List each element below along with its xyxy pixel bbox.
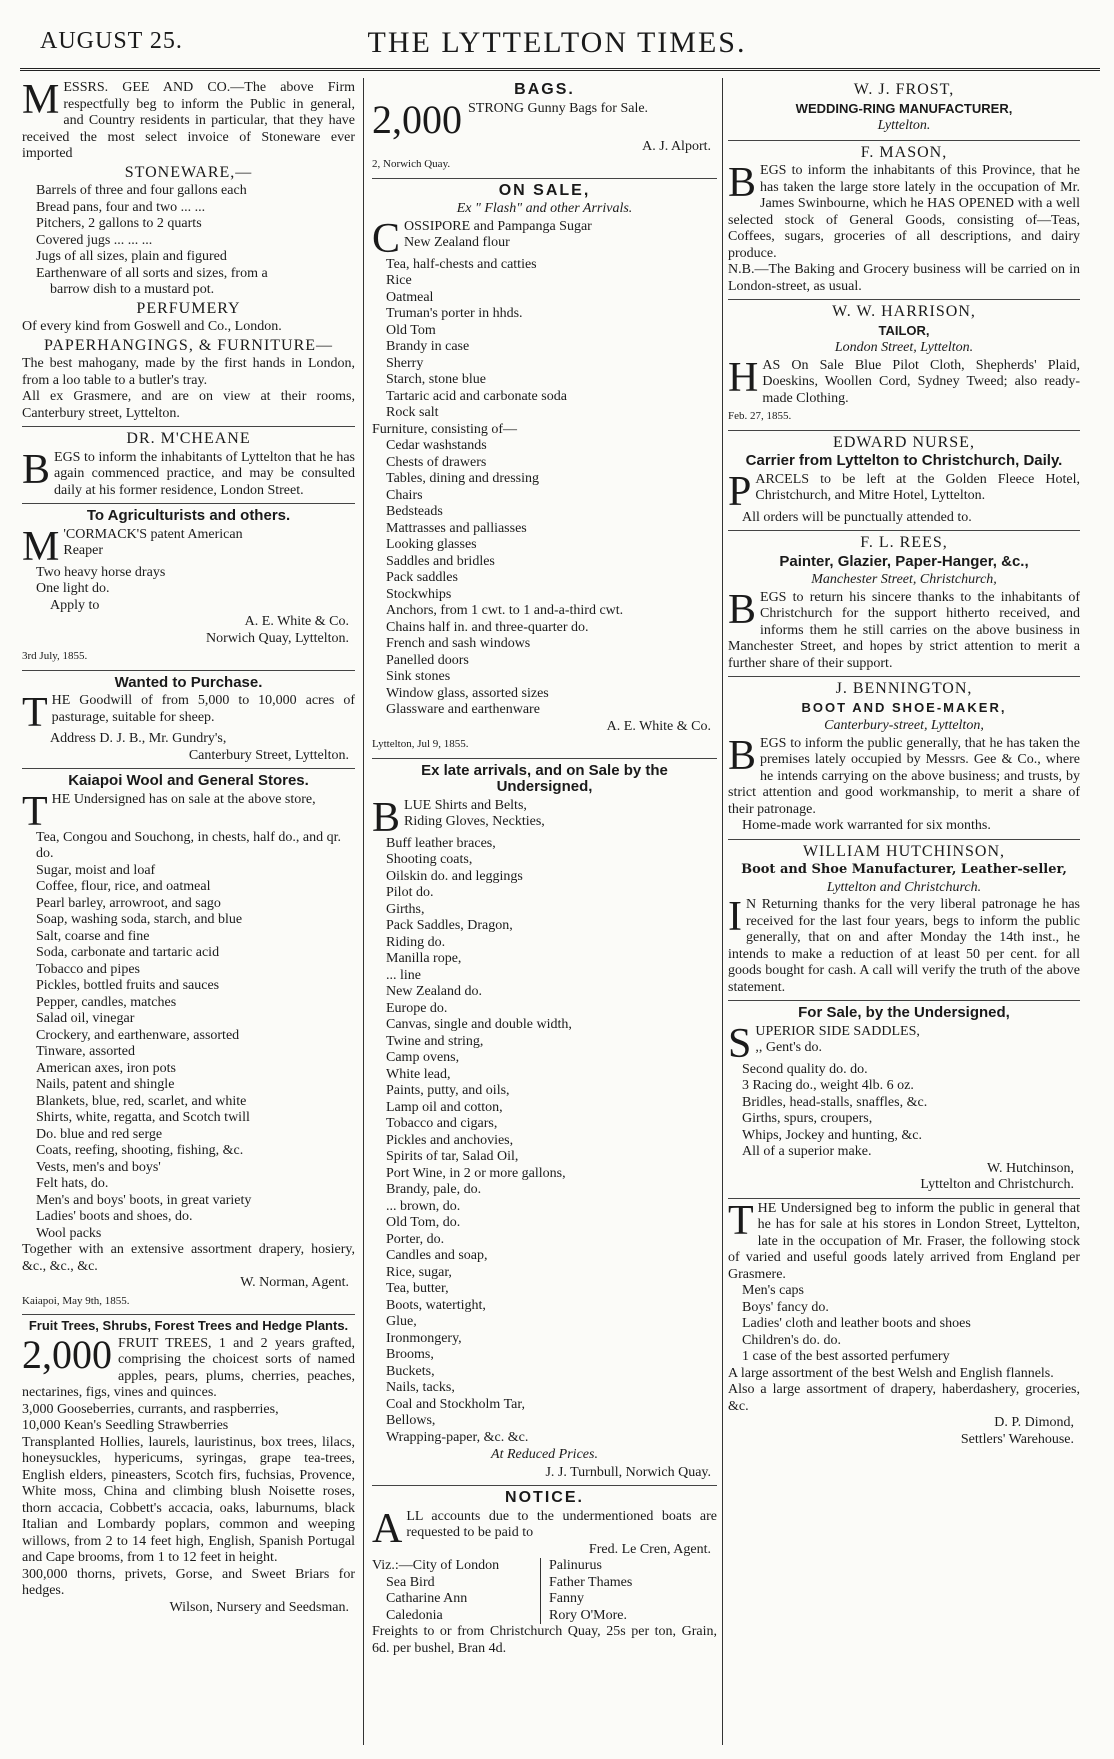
ad-text: EGS to inform the inhabitants of Lyttelton that he has again commenced practice, and may be consulted daily at his former residence, London Street. bbox=[54, 449, 355, 498]
list-item: Pack Saddles, Dragon, bbox=[386, 918, 513, 933]
signature: Fred. Le Cren, Agent. bbox=[588, 1541, 711, 1557]
section-title: PERFUMERY bbox=[136, 299, 241, 317]
ad-text: EGS to return his sincere thanks to the inhabitants of Christchurch for the support hitherto received, and informs them he still carries on the above business in Manchester Street, and hopes by strict attention to merit a further share of their support. bbox=[728, 589, 1080, 671]
ad-title: To Agriculturists and others. bbox=[86, 507, 291, 524]
ad-title: F. L. REES, bbox=[860, 534, 948, 551]
drop-cap: P bbox=[728, 468, 752, 515]
list-item: Buff leather braces, bbox=[386, 835, 496, 851]
address: Canterbury Street, Lyttelton. bbox=[188, 747, 349, 763]
signature: Settlers' Warehouse. bbox=[960, 1431, 1074, 1447]
column-3 bbox=[728, 78, 1080, 1749]
list-item: Vests, men's and boys' bbox=[36, 1159, 161, 1175]
ad-title: W. J. FROST, bbox=[853, 81, 955, 98]
ad-text: N.B.—The Baking and Grocery business will be carried on in London-street, as usual. bbox=[728, 262, 1080, 294]
list-item: Brooms, bbox=[386, 1347, 434, 1362]
place-line: Lyttelton and Christchurch. bbox=[826, 879, 982, 895]
list-item: Bread pans, four and two ... ... bbox=[36, 199, 206, 215]
ad-rees bbox=[728, 531, 1080, 677]
ad-text: All ex Grasmere, and are on view at their rooms, Canterbury street, Lyttelton. bbox=[22, 389, 355, 421]
big-number: 2,000 bbox=[22, 1331, 112, 1377]
ad-text: 10,000 Kean's Seedling Strawberries bbox=[22, 1418, 229, 1433]
list-item: Pepper, candles, matches bbox=[36, 994, 177, 1010]
drop-cap: M bbox=[22, 78, 60, 123]
ad-title: BAGS. bbox=[514, 81, 575, 98]
list-item: Porter, do. bbox=[386, 1231, 445, 1247]
list-item: Blankets, blue, red, scarlet, and white bbox=[36, 1093, 247, 1109]
list-item: barrow dish to a mustard pot. bbox=[50, 282, 215, 297]
list-item: Salad oil, vinegar bbox=[36, 1011, 135, 1026]
ad-text: EGS to inform the public generally, that he has taken the premises lately occupied by Messrs. Gee & Co., where he intends carrying on the above business; and trusts, by strict attention and good workmanship, to merit a share of their patronage. bbox=[728, 735, 1080, 817]
boat-name: Catharine Ann bbox=[386, 1591, 468, 1606]
list-item: Tables, dining and dressing bbox=[386, 471, 539, 486]
trade-line: Painter, Glazier, Paper-Hanger, &c., bbox=[779, 552, 1029, 570]
ad-title: EDWARD NURSE, bbox=[833, 433, 975, 451]
list-item: Earthenware of all sorts and sizes, from a bbox=[36, 265, 268, 281]
ad-title: NOTICE. bbox=[505, 1489, 584, 1506]
ad-date: Kaiapoi, May 9th, 1855. bbox=[22, 1294, 130, 1307]
signature: A. E. White & Co. bbox=[606, 718, 711, 734]
column-2 bbox=[372, 78, 717, 1749]
boat-name: Father Thames bbox=[549, 1574, 633, 1590]
column-1 bbox=[22, 78, 355, 1749]
signature: Norwich Quay, Lyttelton. bbox=[206, 630, 349, 646]
list-item: Nails, patent and shingle bbox=[36, 1077, 175, 1092]
list-item: Men's caps bbox=[742, 1283, 805, 1298]
boat-list bbox=[372, 1558, 717, 1624]
drop-cap: T bbox=[22, 788, 48, 835]
ad-ex-late-arrivals bbox=[372, 759, 717, 1487]
list-item: Riding do. bbox=[386, 934, 446, 950]
list-item: Wrapping-paper, &c. &c. bbox=[386, 1429, 529, 1445]
ad-title: W. W. HARRISON, bbox=[832, 303, 976, 320]
list-item: Girths, bbox=[386, 901, 425, 917]
item-list bbox=[372, 438, 717, 719]
list-item: Oilskin do. and leggings bbox=[386, 868, 523, 884]
list-item: Wool packs bbox=[36, 1225, 102, 1241]
list-item: Brandy, pale, do. bbox=[386, 1182, 482, 1197]
list-item: Old Tom bbox=[386, 322, 436, 338]
list-item: New Zealand flour bbox=[404, 235, 510, 250]
boat-name: Rory O'More. bbox=[549, 1607, 627, 1623]
list-item: Girths, spurs, croupers, bbox=[742, 1111, 873, 1126]
list-item: Children's do. do. bbox=[742, 1332, 841, 1348]
drop-cap: B bbox=[372, 794, 401, 841]
item-list bbox=[22, 183, 355, 299]
list-item: Sherry bbox=[386, 355, 424, 371]
list-item: Oatmeal bbox=[386, 289, 434, 305]
ad-mason bbox=[728, 141, 1080, 301]
ad-text: Also a large assortment of drapery, haberdashery, groceries, &c. bbox=[728, 1382, 1080, 1414]
list-item: Shirts, white, regatta, and Scotch twill bbox=[36, 1110, 250, 1125]
list-item: Tea, half-chests and catties bbox=[386, 256, 537, 272]
drop-cap: M bbox=[22, 523, 60, 570]
list-item: New Zealand do. bbox=[386, 984, 483, 999]
ad-frost bbox=[728, 78, 1080, 141]
item-list bbox=[22, 830, 355, 1243]
boat-name: Caledonia bbox=[386, 1607, 443, 1623]
list-item: Soda, carbonate and tartaric acid bbox=[36, 945, 220, 960]
list-item: Ladies' boots and shoes, do. bbox=[36, 1209, 193, 1224]
drop-cap: S bbox=[728, 1020, 752, 1067]
place-line: Lyttelton. bbox=[877, 118, 931, 133]
ad-text: Of every kind from Goswell and Co., London. bbox=[22, 319, 282, 334]
item-list bbox=[372, 814, 717, 1446]
ad-on-sale bbox=[372, 179, 717, 759]
list-item: Coal and Stockholm Tar, bbox=[386, 1396, 525, 1412]
address: 2, Norwich Quay. bbox=[372, 158, 451, 170]
list-item: Anchors, from 1 cwt. to 1 and-a-third cwt. bbox=[386, 603, 624, 618]
list-item: Coffee, flour, rice, and oatmeal bbox=[36, 879, 211, 894]
signature: W. Hutchinson, bbox=[987, 1160, 1074, 1176]
list-item: Pickles, bottled fruits and sauces bbox=[36, 978, 220, 993]
ad-wanted bbox=[22, 671, 355, 770]
header-rule bbox=[20, 68, 1100, 71]
list-item: Do. blue and red serge bbox=[36, 1126, 163, 1142]
item-list bbox=[728, 1040, 1080, 1161]
list-item: Tartaric acid and carbonate soda bbox=[386, 388, 567, 404]
list-item: Crockery, and earthenware, assorted bbox=[36, 1027, 240, 1043]
list-item: American axes, iron pots bbox=[36, 1060, 176, 1076]
ad-title: Fruit Trees, Shrubs, Forest Trees and Hedge Plants. bbox=[28, 1318, 349, 1333]
signature: J. J. Turnbull, Norwich Quay. bbox=[545, 1464, 711, 1480]
ad-text: N Returning thanks for the very liberal patronage he has received for the last four years, begs to inform the public generally, that on and after Monday the 14th inst., he intends to make a reduction of at least 50 per cent. for all goods bought for cash. A call will verify the truth of the above statement. bbox=[728, 897, 1080, 995]
ad-text: HE Undersigned beg to inform the public in general that he has for sale at his stores in London Street, Lyttelton, late in the occupation of Mr. Fraser, the following stock of varied and useful goods lately arrived from England per Grasmere. bbox=[728, 1200, 1080, 1282]
ad-agriculturists bbox=[22, 504, 355, 671]
list-item: Pickles and anchovies, bbox=[386, 1132, 514, 1148]
list-item: Pitchers, 2 gallons to 2 quarts bbox=[36, 216, 202, 231]
item-list bbox=[372, 235, 717, 422]
list-item: Stockwhips bbox=[386, 586, 452, 602]
list-item: Soap, washing soda, starch, and blue bbox=[36, 912, 243, 927]
list-item: Second quality do. do. bbox=[742, 1061, 868, 1077]
signature: A. J. Alport. bbox=[642, 138, 711, 154]
address: Address D. J. B., Mr. Gundry's, bbox=[50, 731, 227, 746]
list-item: Boots, watertight, bbox=[386, 1297, 486, 1313]
list-item: Riding Gloves, Neckties, bbox=[404, 814, 545, 829]
ad-text: Together with an extensive assortment drapery, hosiery, &c., &c., &c. bbox=[22, 1242, 355, 1274]
list-item: Tea, Congou and Souchong, in chests, half do., and qr. do. bbox=[36, 829, 342, 861]
list-item: Tobacco and pipes bbox=[36, 961, 140, 977]
list-item: Tinware, assorted bbox=[36, 1044, 136, 1059]
ad-text: FRUIT TREES, 1 and 2 years grafted, comprising the choicest sorts of named apples, pears, plums, cherries, peaches, nectarines, figs, vines and quinces. bbox=[22, 1335, 355, 1400]
column-divider bbox=[363, 78, 364, 1745]
drop-cap: B bbox=[22, 446, 51, 493]
ad-text: EGS to inform the inhabitants of this Province, that he has taken the large store lately in the occupation of Mr. James Swinbourne, which he HAS OPENED with a well selected stock of General Goods, consisting of—Teas, Coffees, sugars, groceries of all descriptions, and dairy produce. bbox=[728, 163, 1080, 261]
list-item: Old Tom, do. bbox=[386, 1215, 461, 1230]
ad-dimond bbox=[728, 1199, 1080, 1453]
ad-text: Transplanted Hollies, laurels, lauristinus, box trees, lilacs, honeysuckles, hypericums, syringas, grape tea-trees, English elders, pineasters, Scotch firs, fuchsias, Provence, White moss, China and climbing blush Noisette roses, thorn accacia, Cobbett's accacia, oaks, laburnums, black Italian and Lombardy poplars, common and weeping willows, from 2 to 14 feet high, English, Spanish Portugal and Cape brooms, from 1 to 12 feet in height. bbox=[22, 1434, 355, 1565]
trade-line: BOOT AND SHOE-MAKER, bbox=[801, 699, 1007, 715]
list-item: Tobacco and cigars, bbox=[386, 1116, 498, 1131]
ad-note: Home-made work warranted for six months. bbox=[742, 818, 991, 833]
list-item: Rock salt bbox=[386, 405, 439, 420]
ad-text: 3,000 Gooseberries, currants, and raspberries, bbox=[22, 1401, 279, 1417]
boat-name: Palinurus bbox=[549, 1558, 602, 1573]
list-item: Tea, butter, bbox=[386, 1281, 449, 1296]
item-list bbox=[728, 1283, 1080, 1366]
reduced-prices: At Reduced Prices. bbox=[491, 1447, 598, 1462]
ad-date: 3rd July, 1855. bbox=[22, 650, 88, 662]
ad-text: Reaper bbox=[63, 543, 104, 558]
ad-text: A large assortment of the best Welsh and English flannels. bbox=[728, 1365, 1054, 1381]
signature: Lyttelton and Christchurch. bbox=[920, 1177, 1074, 1192]
list-item: Camp ovens, bbox=[386, 1050, 460, 1065]
signature: A. E. White & Co. bbox=[244, 614, 349, 629]
list-item: Manilla rope, bbox=[386, 951, 462, 966]
ad-date: Feb. 27, 1855. bbox=[728, 410, 792, 422]
ad-text: 300,000 thorns, privets, Gorse, and Sweet Briars for hedges. bbox=[22, 1566, 355, 1598]
ad-title: ON SALE, bbox=[498, 181, 591, 199]
ad-text: HE Goodwill of from 5,000 to 10,000 acres of pasturage, suitable for sheep. bbox=[51, 693, 355, 725]
drop-cap: B bbox=[728, 160, 757, 206]
list-item: Bedsteads bbox=[386, 504, 443, 519]
list-item: Nails, tacks, bbox=[386, 1380, 455, 1395]
drop-cap: I bbox=[728, 894, 742, 940]
boat-name: City of London bbox=[412, 1558, 500, 1573]
list-item: Whips, Jockey and hunting, &c. bbox=[742, 1127, 923, 1143]
apply-text: Apply to bbox=[50, 597, 100, 613]
ad-date: Lyttelton, Jul 9, 1855. bbox=[372, 738, 469, 750]
signature: W. Norman, Agent. bbox=[240, 1275, 349, 1290]
drop-cap: B bbox=[728, 732, 757, 779]
newspaper-title: THE LYTTELTON TIMES. bbox=[367, 26, 747, 59]
list-item: Panelled doors bbox=[386, 652, 469, 668]
list-item: Jugs of all sizes, plain and figured bbox=[36, 249, 227, 264]
ad-harrison bbox=[728, 300, 1080, 431]
list-item: Paints, putty, and oils, bbox=[386, 1083, 510, 1098]
section-title: Furniture, consisting of— bbox=[372, 421, 518, 437]
ad-bags bbox=[372, 78, 717, 179]
list-item: ... line bbox=[386, 967, 421, 983]
list-item: Men's and boys' boots, in great variety bbox=[36, 1192, 252, 1208]
ad-text: OSSIPORE and Pampanga Sugar bbox=[404, 218, 592, 234]
list-item: ... brown, do. bbox=[386, 1198, 461, 1214]
ad-nurse bbox=[728, 431, 1080, 532]
signature: D. P. Dimond, bbox=[994, 1415, 1074, 1430]
list-item: 1 case of the best assorted perfumery bbox=[742, 1349, 950, 1364]
ad-kaiapoi bbox=[22, 769, 355, 1315]
list-item: Mattrasses and palliasses bbox=[386, 520, 527, 536]
ad-text: 'CORMACK'S patent American bbox=[63, 526, 243, 542]
list-item: One light do. bbox=[36, 581, 110, 596]
trade-line: Carrier from Lyttelton to Christchurch, Daily. bbox=[745, 452, 1063, 469]
list-item: Bellows, bbox=[386, 1413, 436, 1428]
ad-title: For Sale, by the Undersigned, bbox=[798, 1004, 1010, 1021]
ad-fruit-trees bbox=[22, 1315, 355, 1620]
list-item: Salt, coarse and fine bbox=[36, 928, 150, 944]
drop-cap: H bbox=[728, 354, 759, 401]
ad-title: Kaiapoi Wool and General Stores. bbox=[68, 772, 309, 789]
list-item: French and sash windows bbox=[386, 636, 531, 651]
list-item: ,, Gent's do. bbox=[755, 1040, 823, 1055]
list-item: Rice, sugar, bbox=[386, 1264, 452, 1280]
ad-hutchinson bbox=[728, 840, 1080, 1002]
ad-title: Wanted to Purchase. bbox=[114, 673, 263, 691]
signature: Wilson, Nursery and Seedsman. bbox=[169, 1599, 349, 1615]
ad-notice bbox=[372, 1486, 717, 1661]
list-item: Rice bbox=[386, 273, 412, 288]
list-item: 3 Racing do., weight 4lb. 6 oz. bbox=[742, 1078, 914, 1093]
list-item: Barrels of three and four gallons each bbox=[36, 183, 247, 198]
ad-text: HE Undersigned has on sale at the above store, bbox=[51, 791, 316, 807]
list-item: Chairs bbox=[386, 487, 423, 503]
list-item: Europe do. bbox=[386, 1000, 448, 1016]
list-item: Sink stones bbox=[386, 669, 451, 684]
place-line: Canterbury-street, Lyttelton, bbox=[824, 718, 984, 733]
ad-text: LL accounts due to the undermentioned boats are requested to be paid to bbox=[406, 1508, 717, 1540]
list-item: Lamp oil and cotton, bbox=[386, 1099, 503, 1115]
list-item: Bridles, head-stalls, snaffles, &c. bbox=[742, 1094, 928, 1110]
ad-subtitle: Ex " Flash" and other Arrivals. bbox=[456, 201, 633, 216]
list-item: White lead, bbox=[386, 1066, 451, 1082]
trade-line: WEDDING-RING MANUFACTURER, bbox=[795, 100, 1013, 116]
ad-text: Freights to or from Christchurch Quay, 25s per ton, Grain, 6d. per bushel, Bran 4d. bbox=[372, 1624, 717, 1656]
ad-mcheane bbox=[22, 427, 355, 504]
place-line: Manchester Street, Christchurch, bbox=[811, 572, 997, 587]
list-item: Starch, stone blue bbox=[386, 372, 486, 387]
list-item: Ironmongery, bbox=[386, 1330, 462, 1346]
boat-name: Fanny bbox=[549, 1591, 584, 1606]
list-item: Buckets, bbox=[386, 1363, 435, 1379]
list-item: Window glass, assorted sizes bbox=[386, 685, 549, 701]
ad-text: AS On Sale Blue Pilot Cloth, Shepherds' Plaid, Doeskins, Woollen Cord, Sydney Tweed; also ready-made Clothing. bbox=[762, 357, 1080, 406]
list-item: Glue, bbox=[386, 1314, 417, 1329]
ad-bennington bbox=[728, 677, 1080, 840]
list-item: Looking glasses bbox=[386, 537, 477, 552]
list-item: Spirits of tar, Salad Oil, bbox=[386, 1149, 519, 1164]
ad-text: ARCELS to be left at the Golden Fleece Hotel, Christchurch, and Mitre Hotel, Lyttelton. bbox=[755, 471, 1080, 503]
drop-cap: B bbox=[728, 586, 757, 633]
ad-title: WILLIAM HUTCHINSON, bbox=[802, 842, 1006, 860]
drop-cap: T bbox=[728, 1197, 754, 1244]
ad-title: Ex late arrivals, and on Sale by the Undersigned, bbox=[421, 761, 668, 795]
section-title: STONEWARE,— bbox=[124, 163, 253, 181]
ad-text: ESSRS. GEE AND CO.—The above Firm respectfully beg to inform the Public in general, and Country residents in particular, that they have received the most select invoice of Stoneware ever imported bbox=[22, 80, 355, 161]
list-item: Pearl barley, arrowroot, and sago bbox=[36, 895, 221, 911]
ad-side-saddles bbox=[728, 1001, 1080, 1199]
list-item: Canvas, single and double width, bbox=[386, 1017, 572, 1032]
list-item: Coats, reefing, shooting, fishing, &c. bbox=[36, 1143, 244, 1158]
trade-line: TAILOR, bbox=[878, 322, 930, 338]
big-number: 2,000 bbox=[372, 96, 462, 142]
place-line: London Street, Lyttelton. bbox=[834, 340, 974, 355]
ad-title: J. BENNINGTON, bbox=[835, 680, 973, 697]
drop-cap: T bbox=[22, 690, 48, 736]
ad-text: The best mahogany, made by the first hands in London, from a loo table to a butler's tray. bbox=[22, 356, 355, 388]
ad-text: LUE Shirts and Belts, bbox=[404, 797, 527, 813]
list-item: Shooting coats, bbox=[386, 852, 473, 867]
boat-name: Sea Bird bbox=[386, 1574, 435, 1590]
ad-text: STRONG Gunny Bags for Sale. bbox=[468, 100, 649, 116]
ad-title: DR. M'CHEANE bbox=[126, 430, 251, 447]
ad-title: F. MASON, bbox=[860, 143, 948, 161]
ad-note: All orders will be punctually attended to. bbox=[742, 509, 972, 525]
list-item: Pilot do. bbox=[386, 885, 434, 900]
list-item: Cedar washstands bbox=[386, 438, 487, 453]
list-item: Sugar, moist and loaf bbox=[36, 862, 156, 878]
list-item: Boys' fancy do. bbox=[742, 1299, 829, 1315]
list-item: Ladies' cloth and leather boots and shoes bbox=[742, 1316, 971, 1331]
issue-date: AUGUST 25. bbox=[40, 28, 183, 54]
list-item: Truman's porter in hhds. bbox=[386, 306, 523, 321]
drop-cap: C bbox=[372, 215, 401, 262]
list-item: Saddles and bridles bbox=[386, 553, 495, 569]
list-item: Glassware and earthenware bbox=[386, 702, 540, 717]
list-item: Chests of drawers bbox=[386, 454, 487, 470]
trade-line: Boot and Shoe Manufacturer, Leather-seller, bbox=[741, 862, 1067, 877]
column-divider bbox=[722, 78, 723, 1745]
list-item: All of a superior make. bbox=[742, 1144, 872, 1159]
ad-text: UPERIOR SIDE SADDLES, bbox=[755, 1023, 920, 1039]
list-item: Candles and soap, bbox=[386, 1248, 488, 1263]
list-item: Chains half in. and three-quarter do. bbox=[386, 619, 589, 635]
section-title: PAPERHANGINGS, & FURNITURE— bbox=[43, 336, 334, 354]
list-item: Covered jugs ... ... ... bbox=[36, 232, 153, 248]
list-item: Pack saddles bbox=[386, 570, 458, 585]
list-item: Two heavy horse drays bbox=[36, 564, 166, 580]
list-item: Felt hats, do. bbox=[36, 1176, 109, 1191]
drop-cap: A bbox=[372, 1505, 403, 1552]
list-item: Brandy in case bbox=[386, 339, 470, 354]
list-item: Port Wine, in 2 or more gallons, bbox=[386, 1165, 566, 1181]
ad-gee bbox=[22, 78, 355, 427]
list-item: Twine and string, bbox=[386, 1033, 484, 1049]
viz-label: Viz.:— bbox=[372, 1558, 413, 1573]
